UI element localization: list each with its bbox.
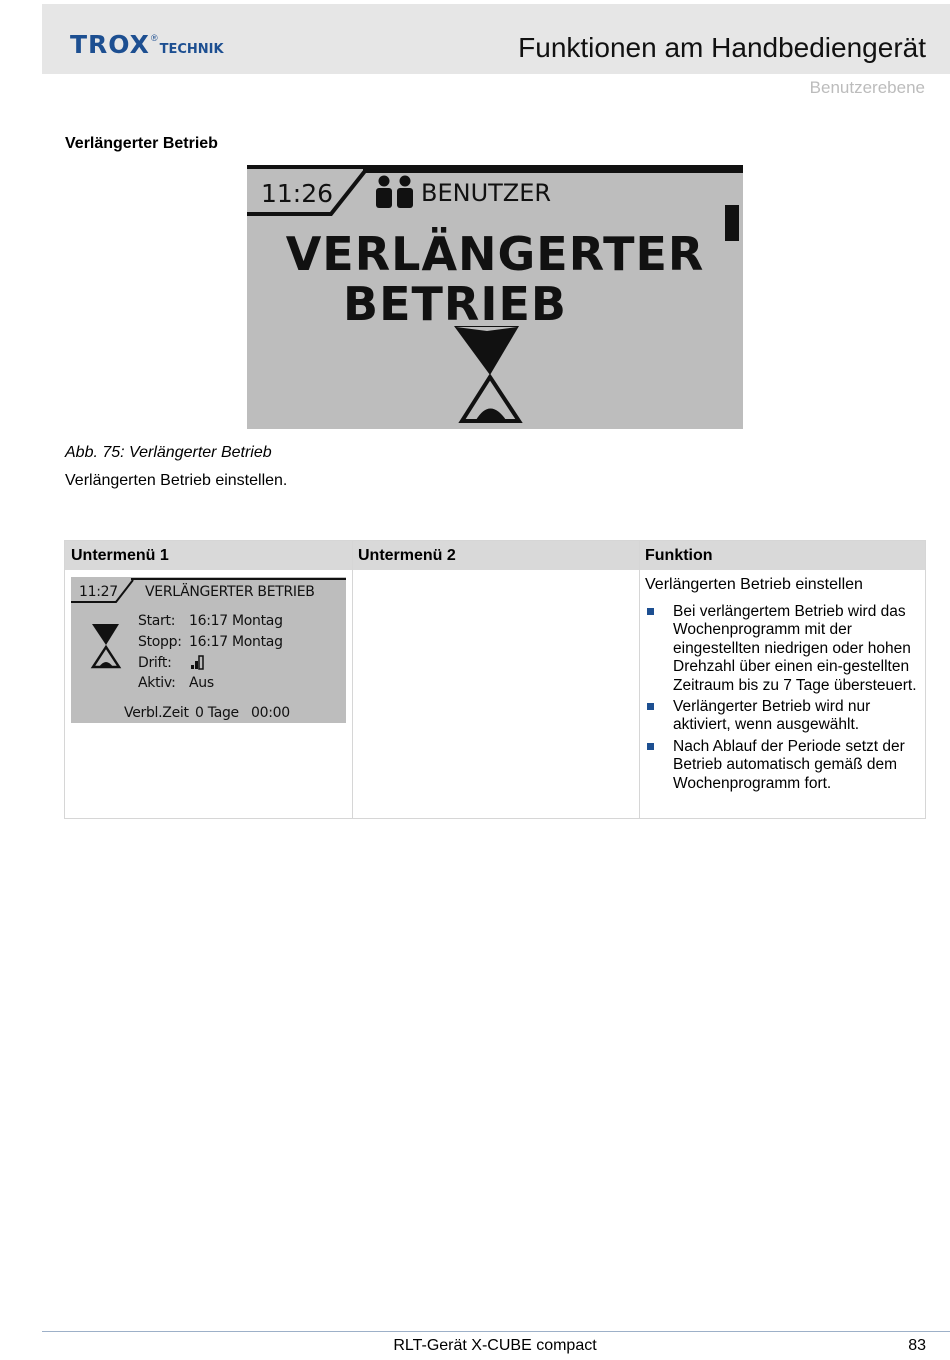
display-user-label: BENUTZER — [421, 179, 552, 207]
display-row-label: Aktiv: — [138, 675, 176, 691]
figure-caption: Abb. 75: Verlängerter Betrieb — [65, 444, 272, 461]
display-small — [71, 577, 346, 723]
display-title: VERLÄNGERTER BETRIEB — [145, 584, 315, 600]
table-header-row — [65, 541, 925, 570]
display-large — [247, 165, 743, 429]
display-row-label: Start: — [138, 613, 176, 629]
section-title: Verlängerter Betrieb — [65, 135, 218, 152]
table-header-cell: Untermenü 1 — [71, 547, 169, 564]
users-icon — [376, 176, 413, 209]
display-row-value: 16:17 Montag — [189, 613, 283, 629]
logo-registered-mark: ® — [150, 33, 158, 43]
display-row-value: Aus — [189, 675, 214, 691]
display-time: 11:26 — [261, 179, 334, 208]
bullet-text: Bei verlängertem Betrieb wird das Wochenprogramm mit der eingestellten niedrigen oder hohen Drehzahl über einen ein-gestellten Zeitraum bis zu 7 Tage übersteuert. — [673, 603, 917, 694]
table-divider — [639, 541, 640, 818]
intro-text: Verlängerten Betrieb einstellen. — [65, 472, 288, 489]
footer-divider — [42, 1331, 950, 1332]
list-item — [645, 603, 925, 695]
display-row-label: Stopp: — [138, 634, 182, 650]
bullet-square-icon — [647, 703, 654, 710]
logo-sub: TECHNIK — [159, 42, 224, 57]
logo-main: TROX — [70, 30, 150, 59]
trox-logo — [70, 30, 224, 59]
display-time: 11:27 — [79, 584, 118, 600]
display-row-value: 16:17 Montag — [189, 634, 283, 650]
table-divider — [352, 541, 353, 818]
display-remaining-time: 00:00 — [251, 705, 290, 721]
hourglass-icon — [454, 326, 519, 421]
table-header-cell: Funktion — [645, 547, 713, 564]
display-line-1: VERLÄNGERTER — [285, 227, 705, 281]
menu-table — [64, 540, 926, 819]
display-remaining-days: 0 Tage — [195, 705, 239, 721]
list-item — [645, 738, 925, 793]
footer-doc-title: RLT-Gerät X-CUBE compact — [393, 1337, 597, 1354]
display-remaining-label: Verbl.Zeit — [124, 705, 189, 721]
list-item — [645, 698, 925, 735]
bullet-text: Verlängerter Betrieb wird nur aktiviert, wenn ausgewählt. — [673, 698, 871, 734]
page-number: 83 — [908, 1337, 926, 1354]
bullet-square-icon — [647, 608, 654, 615]
function-heading: Verlängerten Betrieb einstellen — [645, 576, 863, 593]
drift-signal-icon — [191, 656, 203, 669]
display-line-2: BETRIEB — [343, 277, 567, 331]
header-title: Funktionen am Handbediengerät — [518, 32, 926, 63]
hourglass-icon — [92, 624, 119, 667]
header-subtitle: Benutzerebene — [809, 78, 925, 97]
function-bullet-list — [645, 603, 925, 796]
bullet-square-icon — [647, 743, 654, 750]
table-header-cell: Untermenü 2 — [358, 547, 456, 564]
page-header — [42, 4, 950, 74]
display-row-label: Drift: — [138, 655, 172, 671]
bullet-text: Nach Ablauf der Periode setzt der Betrieb automatisch gemäß dem Wochenprogramm fort. — [673, 737, 905, 792]
